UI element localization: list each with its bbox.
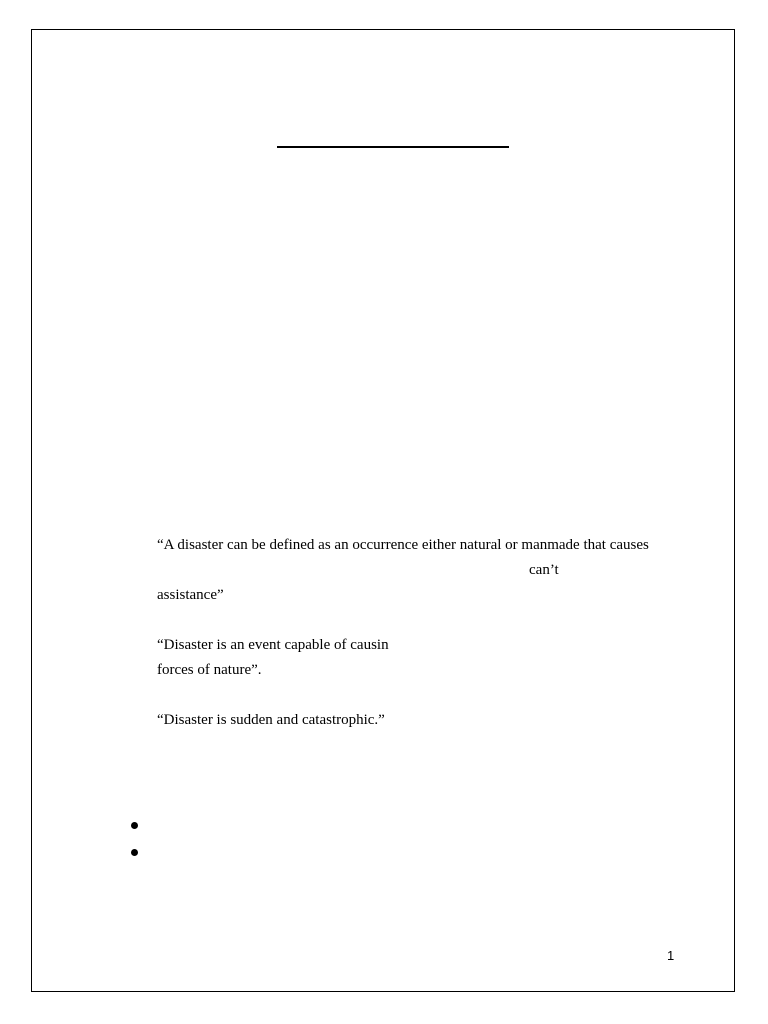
page-number: 1 — [667, 948, 675, 963]
definition-2-line-1: “Disaster is an event capable of causin — [157, 637, 389, 653]
definition-1-fragment: can’t — [529, 562, 559, 578]
title-underline — [277, 146, 509, 148]
page-border — [31, 29, 735, 992]
definition-1-line-3: assistance” — [157, 587, 224, 603]
bullet-marker-1 — [131, 822, 138, 829]
definition-3-line-1: “Disaster is sudden and catastrophic.” — [157, 712, 385, 728]
definition-2-line-2: forces of nature”. — [157, 662, 262, 678]
bullet-marker-2 — [131, 849, 138, 856]
definition-1-line-1: “A disaster can be defined as an occurrence either natural or manmade that causes — [157, 537, 649, 553]
